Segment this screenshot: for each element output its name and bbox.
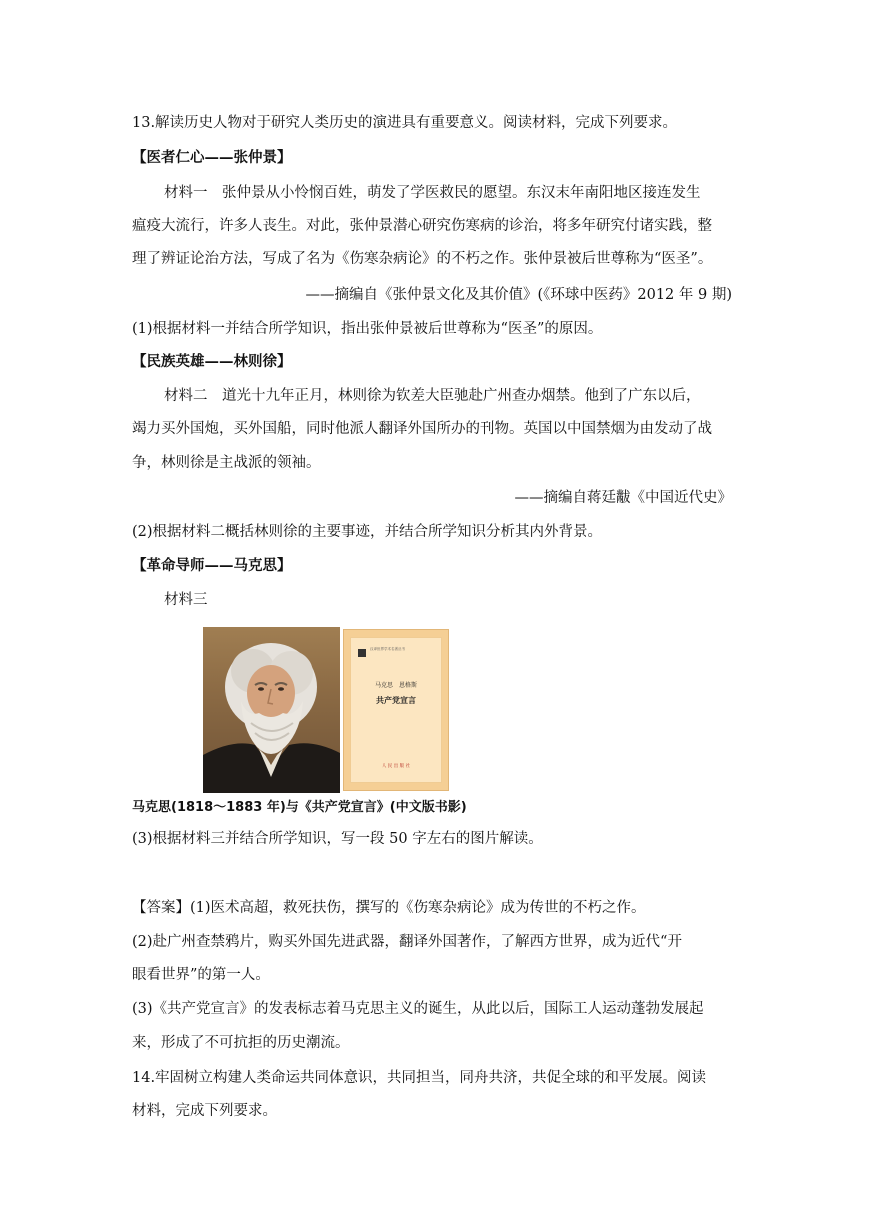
section-heading-marx: 【革命导师——马克思】: [132, 557, 292, 574]
material-1-line: 理了辨证论治方法，写成了名为《伤寒杂病论》的不朽之作。张仲景被后世尊称为“医圣”。: [132, 251, 713, 267]
material-3-label: 材料三: [164, 592, 208, 608]
book-title: 共产党宣言: [376, 696, 416, 705]
question-14-line: 材料，完成下列要求。: [132, 1103, 277, 1119]
book-cover-inner: [350, 637, 442, 783]
answer-1: 【答案】(1)医术高超，救死扶伤，撰写的《伤寒杂病论》成为传世的不朽之作。: [132, 900, 646, 916]
marx-portrait-image: [203, 627, 340, 793]
material-1-line: 瘟疫大流行，许多人丧生。对此，张仲景潜心研究伤寒病的诊治，将多年研究付诸实践，整: [132, 218, 712, 234]
material-2-line: 材料二 道光十九年正月，林则徐为钦差大臣驰赴广州查办烟禁。他到了广东以后，: [164, 388, 701, 404]
material-1-source: ——摘编自《张仲景文化及其价值》(《环球中医药》2012 年 9 期): [305, 287, 732, 303]
answer-3-line: 来，形成了不可抗拒的历史潮流。: [132, 1035, 350, 1051]
section-heading-zhang-zhongjing: 【医者仁心——张仲景】: [132, 149, 292, 166]
question-14-line: 14.牢固树立构建人类命运共同体意识，共同担当，同舟共济，共促全球的和平发展。阅读: [132, 1070, 707, 1086]
sub-question-1: (1)根据材料一并结合所学知识，指出张仲景被后世尊称为“医圣”的原因。: [132, 321, 603, 337]
material-2-source: ——摘编自蒋廷黻《中国近代史》: [514, 490, 732, 506]
book-authors: 马克思 恩格斯: [374, 682, 417, 689]
publisher-logo-icon: [358, 649, 366, 657]
material-2-line: 争，林则徐是主战派的领袖。: [132, 455, 321, 471]
section-heading-lin-zexu: 【民族英雄——林则徐】: [132, 353, 292, 370]
communist-manifesto-cover-image: [343, 629, 449, 791]
sub-question-3: (3)根据材料三并结合所学知识，写一段 50 字左右的图片解读。: [132, 831, 543, 847]
book-publisher: 人 民 出 版 社: [381, 764, 411, 769]
book-series-text: 汉译世界学术名著丛书: [370, 647, 405, 651]
question-13-stem: 13.解读历史人物对于研究人类历史的演进具有重要意义。阅读材料，完成下列要求。: [132, 115, 678, 131]
answer-3-line: (3)《共产党宣言》的发表标志着马克思主义的诞生，从此以后，国际工人运动蓬勃发展起: [132, 1001, 704, 1017]
answer-2-line: (2)赴广州查禁鸦片，购买外国先进武器，翻译外国著作，了解西方世界，成为近代“开: [132, 934, 682, 950]
answer-2-line: 眼看世界”的第一人。: [132, 967, 270, 983]
sub-question-2: (2)根据材料二概括林则徐的主要事迹，并结合所学知识分析其内外背景。: [132, 524, 603, 540]
figure-caption: 马克思(1818～1883 年)与《共产党宣言》(中文版书影): [132, 800, 467, 815]
material-2-line: 竭力买外国炮，买外国船，同时他派人翻译外国所办的刊物。英国以中国禁烟为由发动了战: [132, 421, 712, 437]
material-1-line: 材料一 张仲景从小怜悯百姓，萌发了学医救民的愿望。东汉末年南阳地区接连发生: [164, 185, 701, 201]
